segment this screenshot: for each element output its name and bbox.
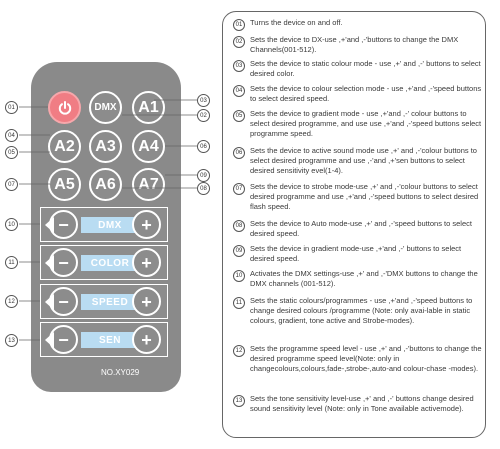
a1-button[interactable]: A1 bbox=[132, 91, 165, 124]
a2-button[interactable]: A2 bbox=[48, 130, 81, 163]
a6-button[interactable]: A6 bbox=[89, 168, 122, 201]
plus-icon: + bbox=[141, 214, 152, 235]
instruction-number: 04 bbox=[233, 85, 245, 97]
instruction-number: 13 bbox=[233, 395, 245, 407]
instruction-text: Sets the device in gradient mode-use ,+'and ,-' buttons to select desired speed. bbox=[250, 244, 462, 263]
instruction-number: 12 bbox=[233, 345, 245, 357]
instruction-number: 08 bbox=[233, 220, 245, 232]
callout-13: 13 bbox=[5, 334, 18, 347]
a5-button[interactable]: A5 bbox=[48, 168, 81, 201]
minus-icon: − bbox=[58, 252, 69, 273]
callout-03: 03 bbox=[197, 94, 210, 107]
callout-lines bbox=[0, 0, 222, 449]
minus-icon: − bbox=[58, 214, 69, 235]
callout-07: 07 bbox=[5, 178, 18, 191]
instruction-number: 06 bbox=[233, 147, 245, 159]
instruction-number: 01 bbox=[233, 19, 245, 31]
speed-bar-label: SPEED bbox=[81, 294, 139, 310]
instruction-text: Sets the static colours/programmes - use ,+'and ,-'speed buttons to change desired colours /programme (Note: only avai-lable in static colours, gradient, tone active and Strobe-modes). bbox=[250, 296, 473, 325]
instruction-number: 05 bbox=[233, 110, 245, 122]
instruction-text: Sets the device to Auto mode-use ,+' and ,-'speed buttons to select desired speed. bbox=[250, 219, 472, 238]
sen-bar-label: SEN bbox=[81, 332, 139, 348]
callout-01: 01 bbox=[5, 101, 18, 114]
color-bar-label: COLOR bbox=[81, 255, 139, 271]
callout-11: 11 bbox=[5, 256, 18, 269]
plus-icon: + bbox=[141, 329, 152, 350]
plus-icon: + bbox=[141, 291, 152, 312]
instruction-text: Sets the device to strobe mode-use ,+' and ,-'colour buttons to select desired programme and use ,+'and ,-'speed buttons to select desired flash speed. bbox=[250, 182, 479, 211]
callout-12: 12 bbox=[5, 295, 18, 308]
dmx-button[interactable]: DMX bbox=[89, 91, 122, 124]
instruction-number: 11 bbox=[233, 297, 245, 309]
a7-button[interactable]: A7 bbox=[132, 168, 165, 201]
instruction-number: 10 bbox=[233, 270, 245, 282]
instruction-text: Sets the programme speed level - use ,+' and ,-'buttons to change the desired programme speed level(Note: only in changecolours,colours,fade-,strobe-,auto-and colour-chase -modes). bbox=[250, 344, 482, 373]
callout-05: 05 bbox=[5, 146, 18, 159]
callout-02: 02 bbox=[197, 109, 210, 122]
instruction-text: Sets the tone sensitivity level-use ,+' and ,-' buttons change desired sound sensitivity level (Note: only in Tone available activemode). bbox=[250, 394, 474, 413]
plus-icon: + bbox=[141, 252, 152, 273]
dmx-bar-label: DMX bbox=[81, 217, 139, 233]
callout-06: 06 bbox=[197, 140, 210, 153]
a3-button[interactable]: A3 bbox=[89, 130, 122, 163]
instruction-number: 07 bbox=[233, 183, 245, 195]
callout-04: 04 bbox=[5, 129, 18, 142]
instruction-text: Sets the device to colour selection mode - use ,+'and ,-'speed buttons to select desired speed. bbox=[250, 84, 482, 103]
minus-icon: − bbox=[58, 329, 69, 350]
instruction-number: 03 bbox=[233, 60, 245, 72]
a4-button[interactable]: A4 bbox=[132, 130, 165, 163]
instruction-number: 09 bbox=[233, 245, 245, 257]
instruction-text: Sets the device to static colour mode - use ,+' and ,-' buttons to select desired color. bbox=[250, 59, 481, 78]
instruction-number: 02 bbox=[233, 36, 245, 48]
callout-10: 10 bbox=[5, 218, 18, 231]
minus-icon: − bbox=[58, 291, 69, 312]
instructions-panel bbox=[222, 11, 486, 438]
instruction-text: Activates the DMX settings-use ,+' and ,-'DMX buttons to change the DMX channels (001-512). bbox=[250, 269, 478, 288]
instruction-text: Turns the device on and off. bbox=[250, 18, 343, 27]
callout-09: 09 bbox=[197, 169, 210, 182]
instruction-text: Sets the device to gradient mode - use ,+'and ,-' colour buttons to select desired programme, and use use ,+'and ,-'speed buttons select programme speed. bbox=[250, 109, 482, 138]
model-number: NO.XY029 bbox=[101, 368, 140, 377]
callout-08: 08 bbox=[197, 182, 210, 195]
instruction-text: Sets the device to DX-use ,+'and ,-'buttons to change the DMX Channels(001-512). bbox=[250, 35, 459, 54]
instruction-text: Sets the device to active sound mode use ,+' and ,-'colour buttons to select desired programme and use ,-'and ,+'sen buttons to select desired sensitivity evel(1-4). bbox=[250, 146, 477, 175]
